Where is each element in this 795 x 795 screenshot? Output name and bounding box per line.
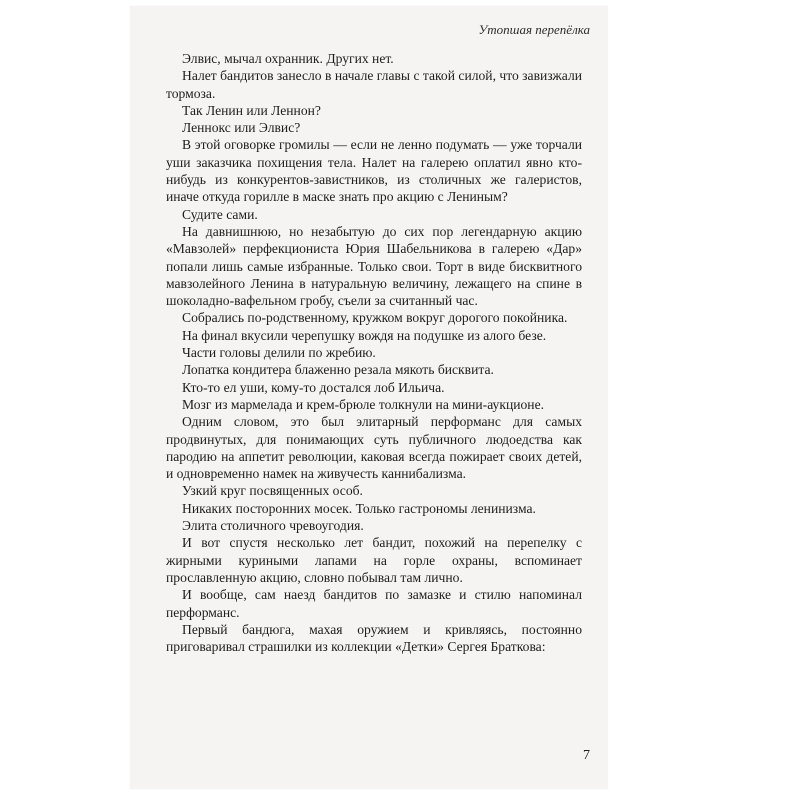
- paragraph: И вот спустя несколько лет бандит, похожий на перепелку с жирными куриными лапами на горле охраны, вспоминает прославленную акцию, словно побывал там лично.: [166, 535, 582, 585]
- book-page: [130, 6, 608, 789]
- paragraph: Лопатка кондитера блаженно резала мякоть бисквита.: [182, 362, 494, 378]
- paragraph: И вообще, сам наезд бандитов по замазке и стилю напоминал перформанс.: [166, 587, 582, 620]
- paragraph: На финал вкусили черепушку вождя на подушке из алого безе.: [182, 327, 547, 343]
- paragraph: Никаких посторонних мосек. Только гастрономы ленинизма.: [182, 500, 536, 516]
- paragraph: Одним словом, это был элитарный перформанс для самых продвинутых, для понимающих суть публичного людоедства как пародию на аппетит революции, каковая всегда пожирает своих детей, и одновременно намек на живучесть каннибализма.: [166, 414, 582, 482]
- paragraph: Первый бандюга, махая оружием и кривляясь, постоянно приговаривал страшилки из коллекции «Детки» Сергея Браткова:: [166, 621, 582, 655]
- paragraph: Элита столичного чревоугодия.: [182, 518, 364, 534]
- paragraph: В этой оговорке громилы — если не ленно подумать — уже торчали уши заказчика похищения тела. Налет на галерею оплатил явно кто-нибудь из конкурентов-завистников, из столичных же галеристов, иначе откуда горилле в маске знать про акцию с Лениным?: [166, 137, 582, 205]
- paragraph: Элвис, мычал охранник. Других нет.: [182, 51, 394, 66]
- paragraph: Мозг из мармелада и крем-брюле толкнули на мини-аукционе.: [182, 396, 545, 412]
- paragraph: Судите сами.: [182, 206, 258, 222]
- page-number: 7: [583, 748, 590, 763]
- paragraph: Собрались по-родственному, кружком вокруг дорогого покойника.: [182, 310, 568, 326]
- running-head: Утопшая перепёлка: [478, 22, 590, 37]
- paragraph: На давнишнюю, но незабытую до сих пор легендарную акцию «Мавзолей» перфекциониста Юрия Шабельникова в галерею «Дар» попали лишь самые избранные. Только свои. Торт в виде бисквитного мавзолейного Ленина в натуральную величину, лежащего на спине в шоколадно-вафельном гробу, съели за считанный час.: [166, 223, 582, 309]
- paragraph: Леннокс или Элвис?: [182, 120, 301, 136]
- paragraph: Налет бандитов занесло в начале главы с такой силой, что завизжали тормоза.: [166, 68, 582, 101]
- body-text: [166, 50, 582, 655]
- paragraph: Кто-то ел уши, кому-то достался лоб Ильича.: [182, 379, 445, 395]
- paragraph: Узкий круг посвященных особ.: [182, 483, 363, 499]
- paragraph: Части головы делили по жребию.: [182, 345, 376, 361]
- paragraph: Так Ленин или Леннон?: [182, 102, 321, 118]
